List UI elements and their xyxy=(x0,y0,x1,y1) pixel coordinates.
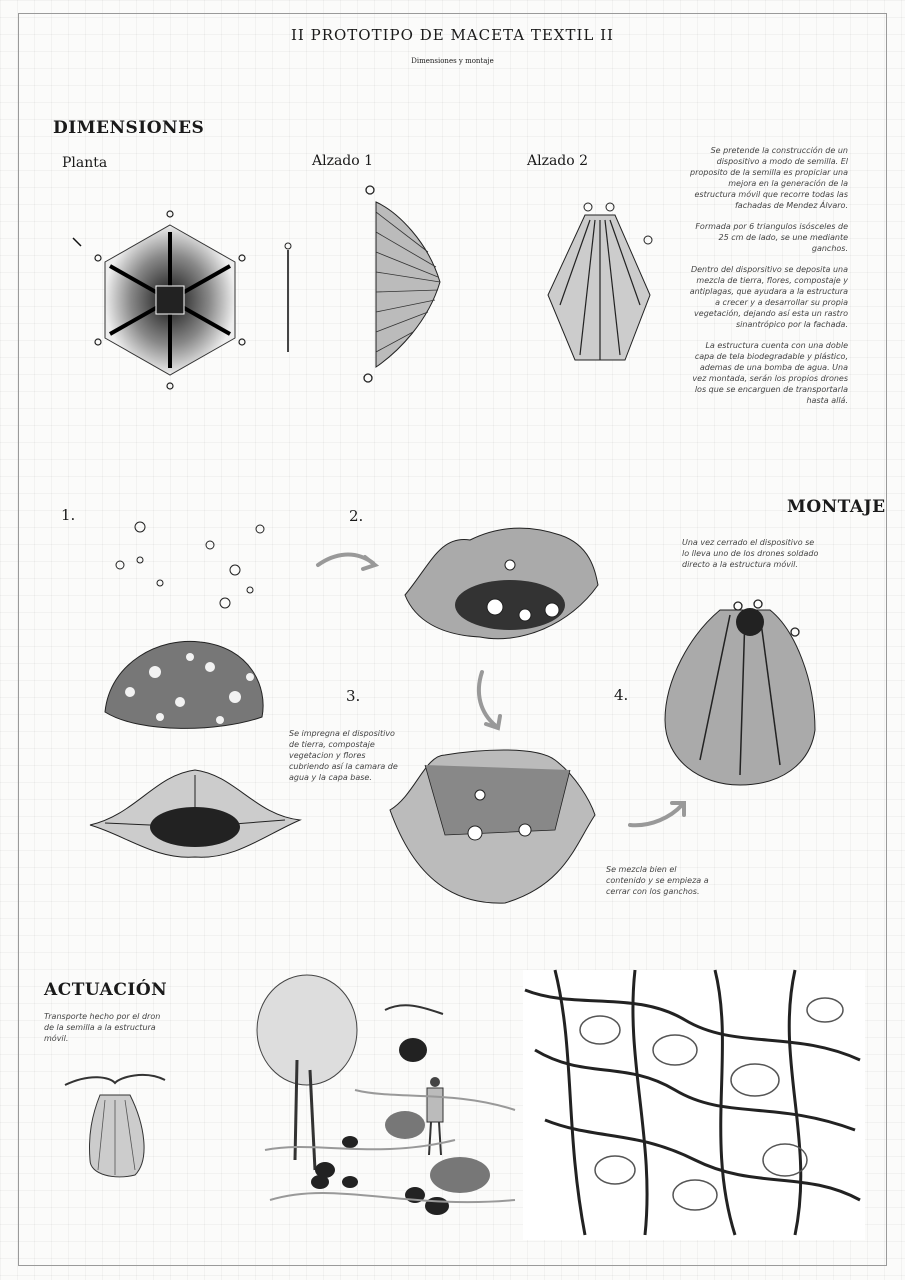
step-number-1: 1. xyxy=(61,506,76,524)
page-subtitle: Dimensiones y montaje xyxy=(411,57,494,65)
view-label-alzado-1: Alzado 1 xyxy=(312,153,374,169)
alzado-1-drawing xyxy=(358,182,448,387)
alzado-2-drawing xyxy=(540,195,660,370)
structure-scene-drawing xyxy=(255,970,865,1240)
description-paragraph: Dentro del disporsitivo se deposita una mezcla de tierra, flores, compostaje y antiplagas, que ayudara a la estructura a crecer y a desarrollar su propia vegetación, dejando así esta un rastro sinantrópico por la fachada. xyxy=(689,265,848,329)
step-number-4: 4. xyxy=(614,686,629,704)
description-paragraph: Formada por 6 triangulos isósceles de 25 cm de lado, se une mediante ganchos. xyxy=(695,222,848,253)
section-heading-actuacion: ACTUACIÓN xyxy=(44,980,168,1000)
step-number-2: 2. xyxy=(349,507,364,525)
drone-note: Una vez cerrado el dispositivo se lo lleva uno de los drones soldado directo a la estructura móvil. xyxy=(682,538,819,569)
section-heading-montaje: MONTAJE xyxy=(787,497,886,517)
drone-carrying-seed-drawing xyxy=(60,1065,170,1180)
arrow-3-to-4-icon xyxy=(626,797,691,832)
soil-pile-drawing xyxy=(100,632,270,737)
filled-pot-drawing xyxy=(400,525,600,650)
view-label-alzado-2: Alzado 2 xyxy=(527,153,589,169)
description-paragraph: La estructura cuenta con una doble capa de tela biodegradable y plástico, ademas de una bomba de agua. Una vez montada, serán los propios drones los que se encarguen de transportarla hasta allá. xyxy=(692,341,848,405)
scattered-flowers-drawing xyxy=(100,515,280,615)
closed-seed-drawing xyxy=(660,590,820,790)
step-4-note: Se mezcla bien el contenido y se empieza a cerrar con los ganchos. xyxy=(606,865,709,896)
step-3-note: Se impregna el dispositivo de tierra, compostaje vegetacion y flores cubriendo así la camara de agua y la capa base. xyxy=(289,729,398,782)
hook-detail-drawing xyxy=(282,240,294,355)
arrow-2-to-3-icon xyxy=(470,668,510,733)
open-textile-drawing xyxy=(85,765,305,880)
actuacion-note: Transporte hecho por el dron de la semilla a la estructura móvil. xyxy=(44,1012,161,1043)
view-label-planta: Planta xyxy=(62,155,108,171)
closing-pot-drawing xyxy=(385,735,600,907)
step-number-3: 3. xyxy=(346,687,361,705)
arrow-1-to-2-icon xyxy=(315,545,385,575)
page-title: II PROTOTIPO DE MACETA TEXTIL II xyxy=(291,26,614,44)
description-text xyxy=(686,145,848,416)
section-heading-dimensiones: DIMENSIONES xyxy=(53,118,205,138)
description-paragraph: Se pretende la construcción de un dispositivo a modo de semilla. El proposito de la semilla es propiciar una mejora en la generación de la estructura móvil que recorre todas las fachadas de Mendez Álvaro. xyxy=(690,146,848,210)
planta-drawing xyxy=(70,200,270,400)
